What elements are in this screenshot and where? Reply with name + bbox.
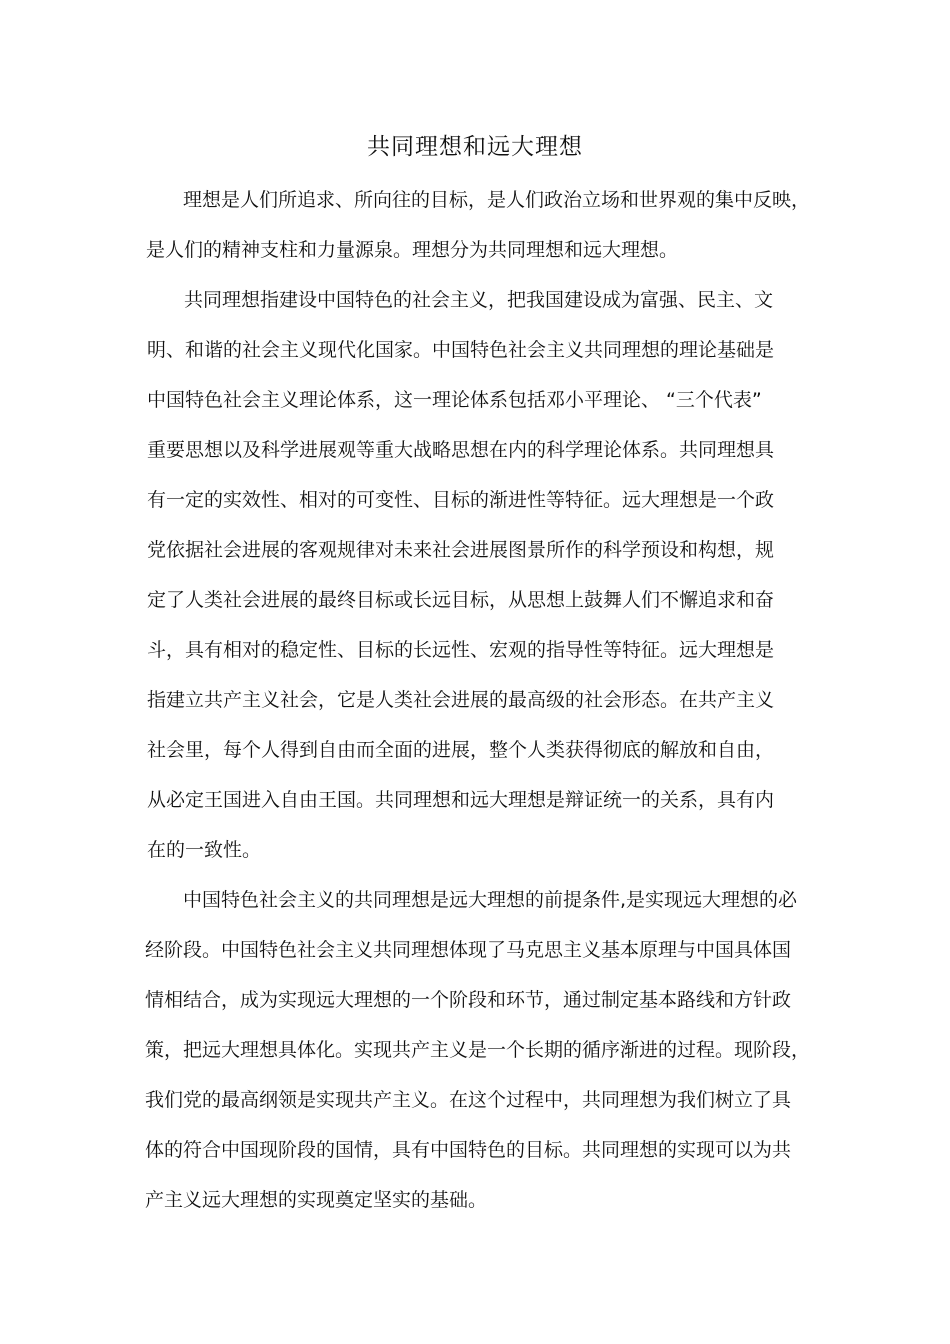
paragraph-line: 指建立共产主义社会，它是人类社会进展的最高级的社会形态。在共产主义 [147, 689, 775, 711]
paragraph-line: 产主义远大理想的实现奠定坚实的基础。 [145, 1189, 488, 1211]
paragraph-line: 在的一致性。 [147, 839, 262, 861]
document-title: 共同理想和远大理想 [367, 134, 583, 160]
paragraph-line: 经阶段。中国特色社会主义共同理想体现了马克思主义基本原理与中国具体国 [145, 939, 792, 961]
paragraph-line: 体的符合中国现阶段的国情，具有中国特色的目标。共同理想的实现可以为共 [145, 1139, 792, 1161]
paragraph-line: 重要思想以及科学进展观等重大战略思想在内的科学理论体系。共同理想具 [147, 439, 775, 461]
paragraph-line: 有一定的实效性、相对的可变性、目标的渐进性等特征。远大理想是一个政 [147, 489, 775, 511]
paragraph-line: 策，把远大理想具体化。实现共产主义是一个长期的循序渐进的过程。现阶段， [145, 1039, 811, 1061]
paragraph-1 [0, 175, 810, 275]
paragraph-2 [0, 275, 774, 875]
paragraph-line: 定了人类社会进展的最终目标或长远目标，从思想上鼓舞人们不懈追求和奋 [147, 589, 775, 611]
paragraph-line: 从必定王国进入自由王国。共同理想和远大理想是辩证统一的关系，具有内 [147, 789, 775, 811]
paragraph-line: 中国特色社会主义理论体系，这一理论体系包括邓小平理论、 “三个代表” [147, 389, 762, 411]
paragraph-line: 社会里，每个人得到自由而全面的进展，整个人类获得彻底的解放和自由， [147, 739, 775, 761]
paragraph-3 [0, 875, 810, 1225]
paragraph-line: 明、和谐的社会主义现代化国家。中国特色社会主义共同理想的理论基础是 [147, 339, 775, 361]
paragraph-line: 党依据社会进展的客观规律对未来社会进展图景所作的科学预设和构想，规 [147, 539, 775, 561]
paragraph-line: 情相结合，成为实现远大理想的一个阶段和环节，通过制定基本路线和方针政 [145, 989, 792, 1011]
paragraph-line: 我们党的最高纲领是实现共产主义。在这个过程中，共同理想为我们树立了具 [145, 1089, 792, 1111]
paragraph-line: 中国特色社会主义的共同理想是远大理想的前提条件,是实现远大理想的必 [183, 889, 798, 911]
paragraph-line: 斗，具有相对的稳定性、目标的长远性、宏观的指导性等特征。远大理想是 [147, 639, 775, 661]
paragraph-line: 是人们的精神支柱和力量源泉。理想分为共同理想和远大理想。 [146, 239, 679, 261]
paragraph-line: 理想是人们所追求、所向往的目标，是人们政治立场和世界观的集中反映， [183, 189, 811, 211]
paragraph-line: 共同理想指建设中国特色的社会主义，把我国建设成为富强、民主、文 [184, 289, 774, 311]
